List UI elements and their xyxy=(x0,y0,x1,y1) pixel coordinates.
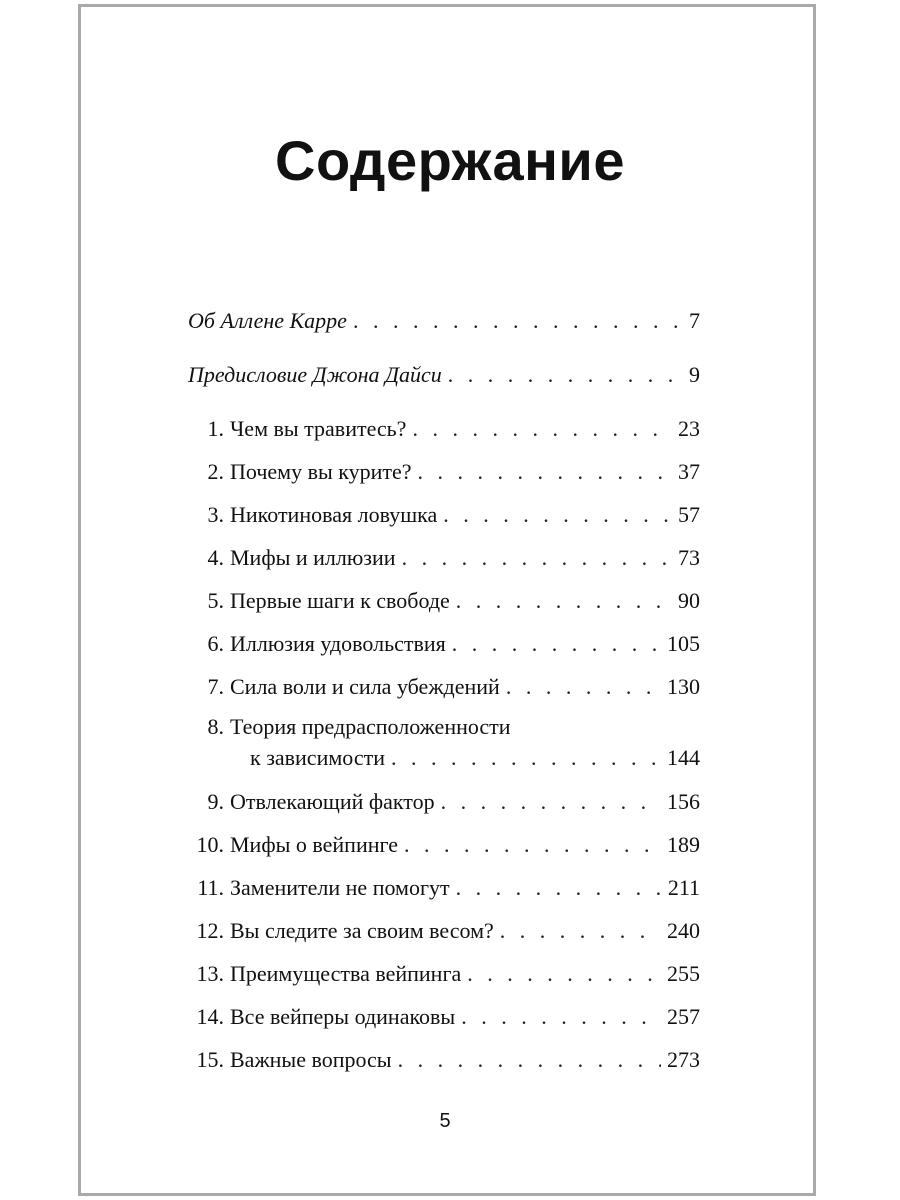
toc-entry-number: 14. xyxy=(196,1004,224,1029)
toc-entry-page: 23 xyxy=(678,416,700,441)
toc-entry-page: 130 xyxy=(667,674,700,699)
toc-entry-label: Чем вы травитесь? xyxy=(230,416,407,441)
page-title: Содержание xyxy=(275,129,625,192)
toc-entry-label: Первые шаги к свободе xyxy=(230,588,450,613)
toc-entry-page: 37 xyxy=(678,459,700,484)
toc-entry-page: 189 xyxy=(667,832,700,857)
toc-leader-dots xyxy=(448,364,683,386)
toc-entry-label: Мифы и иллюзии xyxy=(230,545,396,570)
toc-entry-page: 156 xyxy=(667,789,700,814)
toc-entry-chapter-12[interactable] xyxy=(190,920,700,942)
toc-entry-chapter-7[interactable] xyxy=(190,676,700,698)
toc-entry-page: 211 xyxy=(667,875,700,900)
toc-entry-page: 7 xyxy=(689,308,700,333)
toc-leader-dots xyxy=(353,310,683,332)
toc-entry-page: 255 xyxy=(667,961,700,986)
toc-entry-chapter-15[interactable] xyxy=(190,1049,700,1071)
toc-entry-chapter-9[interactable] xyxy=(190,791,700,813)
toc-entry-page: 105 xyxy=(667,631,700,656)
toc-entry-label: Все вейперы одинаковы xyxy=(230,1004,456,1029)
toc-entry-page: 9 xyxy=(689,362,700,387)
toc-entry-page: 240 xyxy=(667,918,700,943)
toc-entry-number: 4. xyxy=(207,545,224,570)
page-number: 5 xyxy=(439,1110,451,1132)
toc-entry-number: 13. xyxy=(196,961,224,986)
toc-leader-dots xyxy=(412,418,672,440)
toc-entry-label: Предисловие Джона Дайси xyxy=(188,362,442,387)
toc-entry-about-author[interactable] xyxy=(188,310,700,332)
toc-entry-chapter-13[interactable] xyxy=(190,963,700,985)
toc-entry-number: 5. xyxy=(207,588,224,613)
toc-entry-chapter-5[interactable] xyxy=(190,590,700,612)
toc-leader-dots xyxy=(461,1006,661,1028)
toc-entry-number: 1. xyxy=(207,416,224,441)
toc-entry-label-continuation: к зависимости xyxy=(250,745,385,770)
toc-entry-label: Почему вы курите? xyxy=(230,459,412,484)
toc-entry-page: 57 xyxy=(678,502,700,527)
toc-entry-number: 11. xyxy=(197,875,224,900)
toc-entry-number: 10. xyxy=(196,832,224,857)
toc-entry-label: Отвлекающий фактор xyxy=(230,789,435,814)
toc-entry-chapter-2[interactable] xyxy=(190,461,700,483)
toc-entry-label: Теория предрасположенности xyxy=(230,714,511,739)
toc-entry-page: 73 xyxy=(678,545,700,570)
toc-entry-chapter-10[interactable] xyxy=(190,834,700,856)
toc-entry-label: Об Аллене Карре xyxy=(188,308,347,333)
toc-leader-dots xyxy=(443,504,672,526)
toc-entry-chapter-1[interactable] xyxy=(190,418,700,440)
toc-entry-number: 6. xyxy=(207,631,224,656)
toc-entry-chapter-3[interactable] xyxy=(190,504,700,526)
toc-entry-page: 144 xyxy=(667,745,700,770)
toc-leader-dots xyxy=(441,791,661,813)
toc-entry-label: Преимущества вейпинга xyxy=(230,961,462,986)
toc-entry-chapter-8[interactable] xyxy=(190,716,511,738)
toc-entry-label: Никотиновая ловушка xyxy=(230,502,438,527)
toc-entry-number: 2. xyxy=(207,459,224,484)
toc-entry-page: 90 xyxy=(678,588,700,613)
toc-entry-number: 12. xyxy=(196,918,224,943)
toc-entry-number: 8. xyxy=(207,714,224,739)
toc-leader-dots xyxy=(467,963,661,985)
toc-entry-chapter-4[interactable] xyxy=(190,547,700,569)
toc-entry-page: 273 xyxy=(667,1047,700,1072)
toc-entry-label: Сила воли и сила убеждений xyxy=(230,674,500,699)
toc-leader-dots xyxy=(456,590,672,612)
toc-leader-dots xyxy=(456,877,662,899)
toc-entry-chapter-14[interactable] xyxy=(190,1006,700,1028)
toc-entry-number: 7. xyxy=(207,674,224,699)
toc-entry-number: 15. xyxy=(196,1047,224,1072)
toc-entry-foreword[interactable] xyxy=(188,364,700,386)
toc-entry-label: Заменители не помогут xyxy=(230,875,450,900)
toc-leader-dots xyxy=(391,747,661,769)
toc-leader-dots xyxy=(506,676,661,698)
toc-entry-number: 9. xyxy=(207,789,224,814)
toc-entry-label: Иллюзия удовольствия xyxy=(230,631,446,656)
toc-entry-label: Важные вопросы xyxy=(230,1047,392,1072)
toc-leader-dots xyxy=(452,633,661,655)
toc-entry-chapter-11[interactable] xyxy=(190,877,700,899)
toc-entry-page: 257 xyxy=(667,1004,700,1029)
toc-entry-chapter-8-continuation[interactable] xyxy=(250,747,700,769)
toc-entry-number: 3. xyxy=(207,502,224,527)
toc-leader-dots xyxy=(500,920,661,942)
toc-leader-dots xyxy=(404,834,661,856)
toc-entry-label: Вы следите за своим весом? xyxy=(230,918,494,943)
toc-leader-dots xyxy=(402,547,672,569)
toc-entry-chapter-6[interactable] xyxy=(190,633,700,655)
toc-leader-dots xyxy=(418,461,672,483)
toc-entry-label: Мифы о вейпинге xyxy=(230,832,398,857)
toc-leader-dots xyxy=(398,1049,661,1071)
